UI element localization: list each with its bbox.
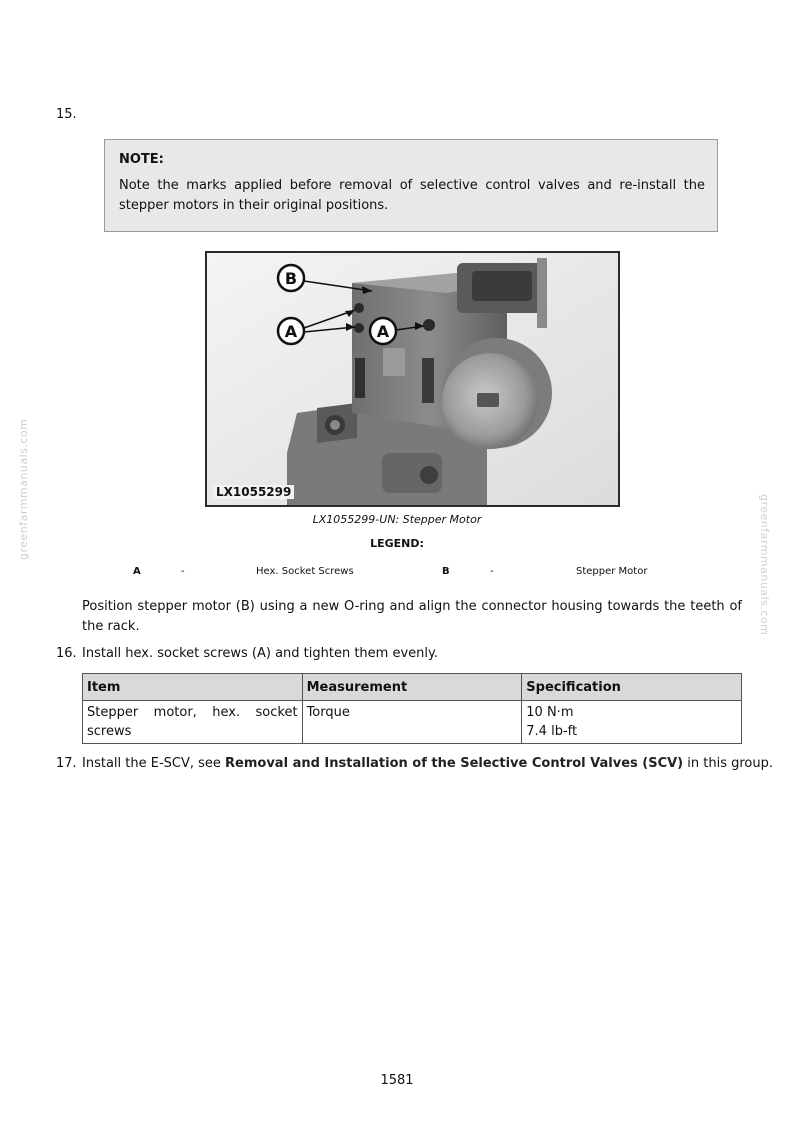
legend-title: LEGEND: bbox=[370, 537, 424, 550]
step-16-text: Install hex. socket screws (A) and tighten them evenly. bbox=[82, 646, 438, 661]
note-box bbox=[104, 139, 718, 232]
page-number: 1581 bbox=[380, 1073, 414, 1088]
cell-item: Stepper motor, hex. socket screws bbox=[83, 701, 303, 744]
step-16-number: 16. bbox=[56, 646, 77, 661]
stepper-motor-figure bbox=[205, 251, 620, 507]
legend-label-b: Stepper Motor bbox=[576, 566, 648, 577]
legend-sep-b: - bbox=[490, 566, 494, 577]
watermark-right: greenfarmmanuals.com bbox=[758, 494, 771, 636]
step-17 bbox=[56, 756, 776, 771]
header-measurement: Measurement bbox=[302, 674, 522, 701]
legend-sep-a: - bbox=[181, 566, 185, 577]
spec-metric: 10 N·m bbox=[526, 705, 574, 720]
step-17-text-before: Install the E-SCV, see bbox=[82, 756, 226, 771]
instruction-paragraph: Position stepper motor (B) using a new O-ring and align the connector housing towards the teeth of the rack. bbox=[82, 599, 742, 634]
figure-id: LX1055299 bbox=[213, 485, 294, 499]
header-item: Item bbox=[83, 674, 303, 701]
svg-text:A: A bbox=[376, 322, 390, 341]
svg-text:B: B bbox=[284, 269, 298, 288]
spec-table-header-row bbox=[83, 674, 742, 701]
stepper-motor-illustration bbox=[207, 253, 618, 505]
spec-table bbox=[82, 673, 742, 744]
legend-key-b: B bbox=[442, 566, 450, 577]
legend-key-a: A bbox=[133, 566, 141, 577]
note-title: NOTE: bbox=[119, 152, 164, 167]
note-text: Note the marks applied before removal of selective control valves and re-install the stepper motors in their original positions. bbox=[119, 178, 705, 213]
legend-label-a: Hex. Socket Screws bbox=[256, 566, 354, 577]
svg-text:A: A bbox=[284, 322, 298, 341]
cell-measurement: Torque bbox=[302, 701, 522, 744]
watermark-left: greenfarmmanuals.com bbox=[17, 418, 30, 560]
spec-imperial: 7.4 lb-ft bbox=[526, 724, 578, 739]
step-15-number: 15. bbox=[56, 107, 77, 122]
step-17-text-after: in this group. bbox=[683, 756, 773, 771]
scv-removal-link[interactable]: Removal and Installation of the Selective Control Valves (SCV) bbox=[225, 756, 684, 771]
header-specification: Specification bbox=[522, 674, 742, 701]
cell-specification bbox=[522, 701, 742, 744]
table-row bbox=[83, 701, 742, 744]
figure-caption: LX1055299-UN: Stepper Motor bbox=[312, 513, 482, 526]
step-16 bbox=[56, 646, 756, 661]
step-17-number: 17. bbox=[56, 756, 77, 771]
